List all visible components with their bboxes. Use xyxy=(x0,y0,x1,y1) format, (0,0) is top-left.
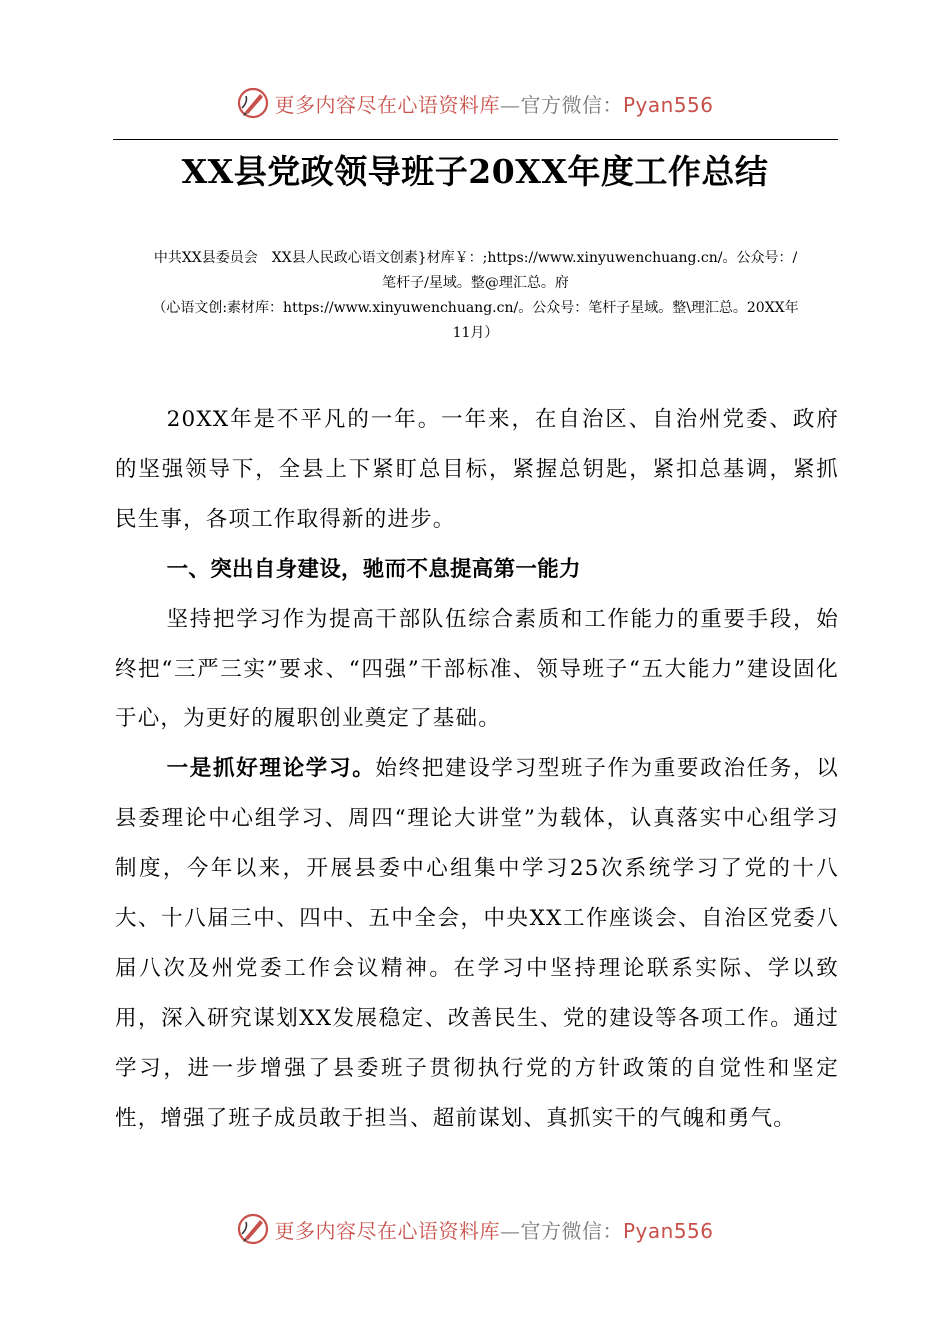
item-lead: 一是抓好理论学习。 xyxy=(166,756,376,782)
item-paragraph xyxy=(115,744,839,1143)
intro-paragraph: 20XX年是不平凡的一年。一年来，在自治区、自治州党委、政府的坚强领导下，全县上下紧盯总目标，紧握总钥匙，紧扣总基调，紧抓民生事，各项工作取得新的进步。 xyxy=(115,407,839,532)
meta-line: （心语文创:素材库：https://www.xinyuwenchuang.cn/。公众号：笔杆子星域。整\理汇总。20XX年 xyxy=(152,300,799,316)
banner-dash: — xyxy=(499,1218,521,1243)
section-heading: 一、突出自身建设，驰而不息提高第一能力 xyxy=(166,556,581,582)
banner-dash: — xyxy=(499,92,521,117)
quill-pen-logo-icon xyxy=(236,86,270,120)
meta-line: 11月） xyxy=(452,325,499,341)
banner-text xyxy=(274,1215,713,1244)
header-banner xyxy=(0,81,950,125)
meta-line: 中共XX县委员会 XX县人民政心语文创素}材库￥：;https://www.xinyuwenchuang.cn/。公众号：/ xyxy=(153,250,798,266)
document-body xyxy=(115,395,839,1144)
document-title: XX县党政领导班子20XX年度工作总结 xyxy=(181,152,769,191)
banner-wechat-label: 官方微信： xyxy=(520,1218,623,1243)
banner-library-text: 更多内容尽在心语资料库 xyxy=(274,92,500,117)
quill-pen-logo-icon xyxy=(236,1212,270,1246)
banner-text xyxy=(274,89,713,118)
banner-wechat-id: Pyan556 xyxy=(622,1218,714,1243)
document-meta xyxy=(113,246,838,346)
banner-wechat-id: Pyan556 xyxy=(622,92,714,117)
item-text: 始终把建设学习型班子作为重要政治任务，以县委理论中心组学习、周四“理论大讲堂”为载体，认真落实中心组学习制度，今年以来，开展县委中心组集中学习25次系统学习了党的十八大、十八届三中、四中、五中全会，中央XX工作座谈会、自治区党委八届八次及州党委工作会议精神。在学习中坚持理论联系实际、学以致用，深入研究谋划XX发展稳定、改善民生、党的建设等各项工作。通过学习，进一步增强了县委班子贯彻执行党的方针政策的自觉性和坚定性，增强了班子成员敢于担当、超前谋划、真抓实干的气魄和勇气。 xyxy=(115,756,839,1131)
banner-library-text: 更多内容尽在心语资料库 xyxy=(274,1218,500,1243)
header-divider xyxy=(113,139,838,140)
meta-line: 笔杆子/星域。整@理汇总。府 xyxy=(382,275,569,291)
section-paragraph: 坚持把学习作为提高干部队伍综合素质和工作能力的重要手段，始终把“三严三实”要求、“四强”干部标准、领导班子“五大能力”建设固化于心，为更好的履职创业奠定了基础。 xyxy=(115,606,839,732)
banner-wechat-label: 官方微信： xyxy=(520,92,623,117)
footer-banner xyxy=(0,1207,950,1251)
